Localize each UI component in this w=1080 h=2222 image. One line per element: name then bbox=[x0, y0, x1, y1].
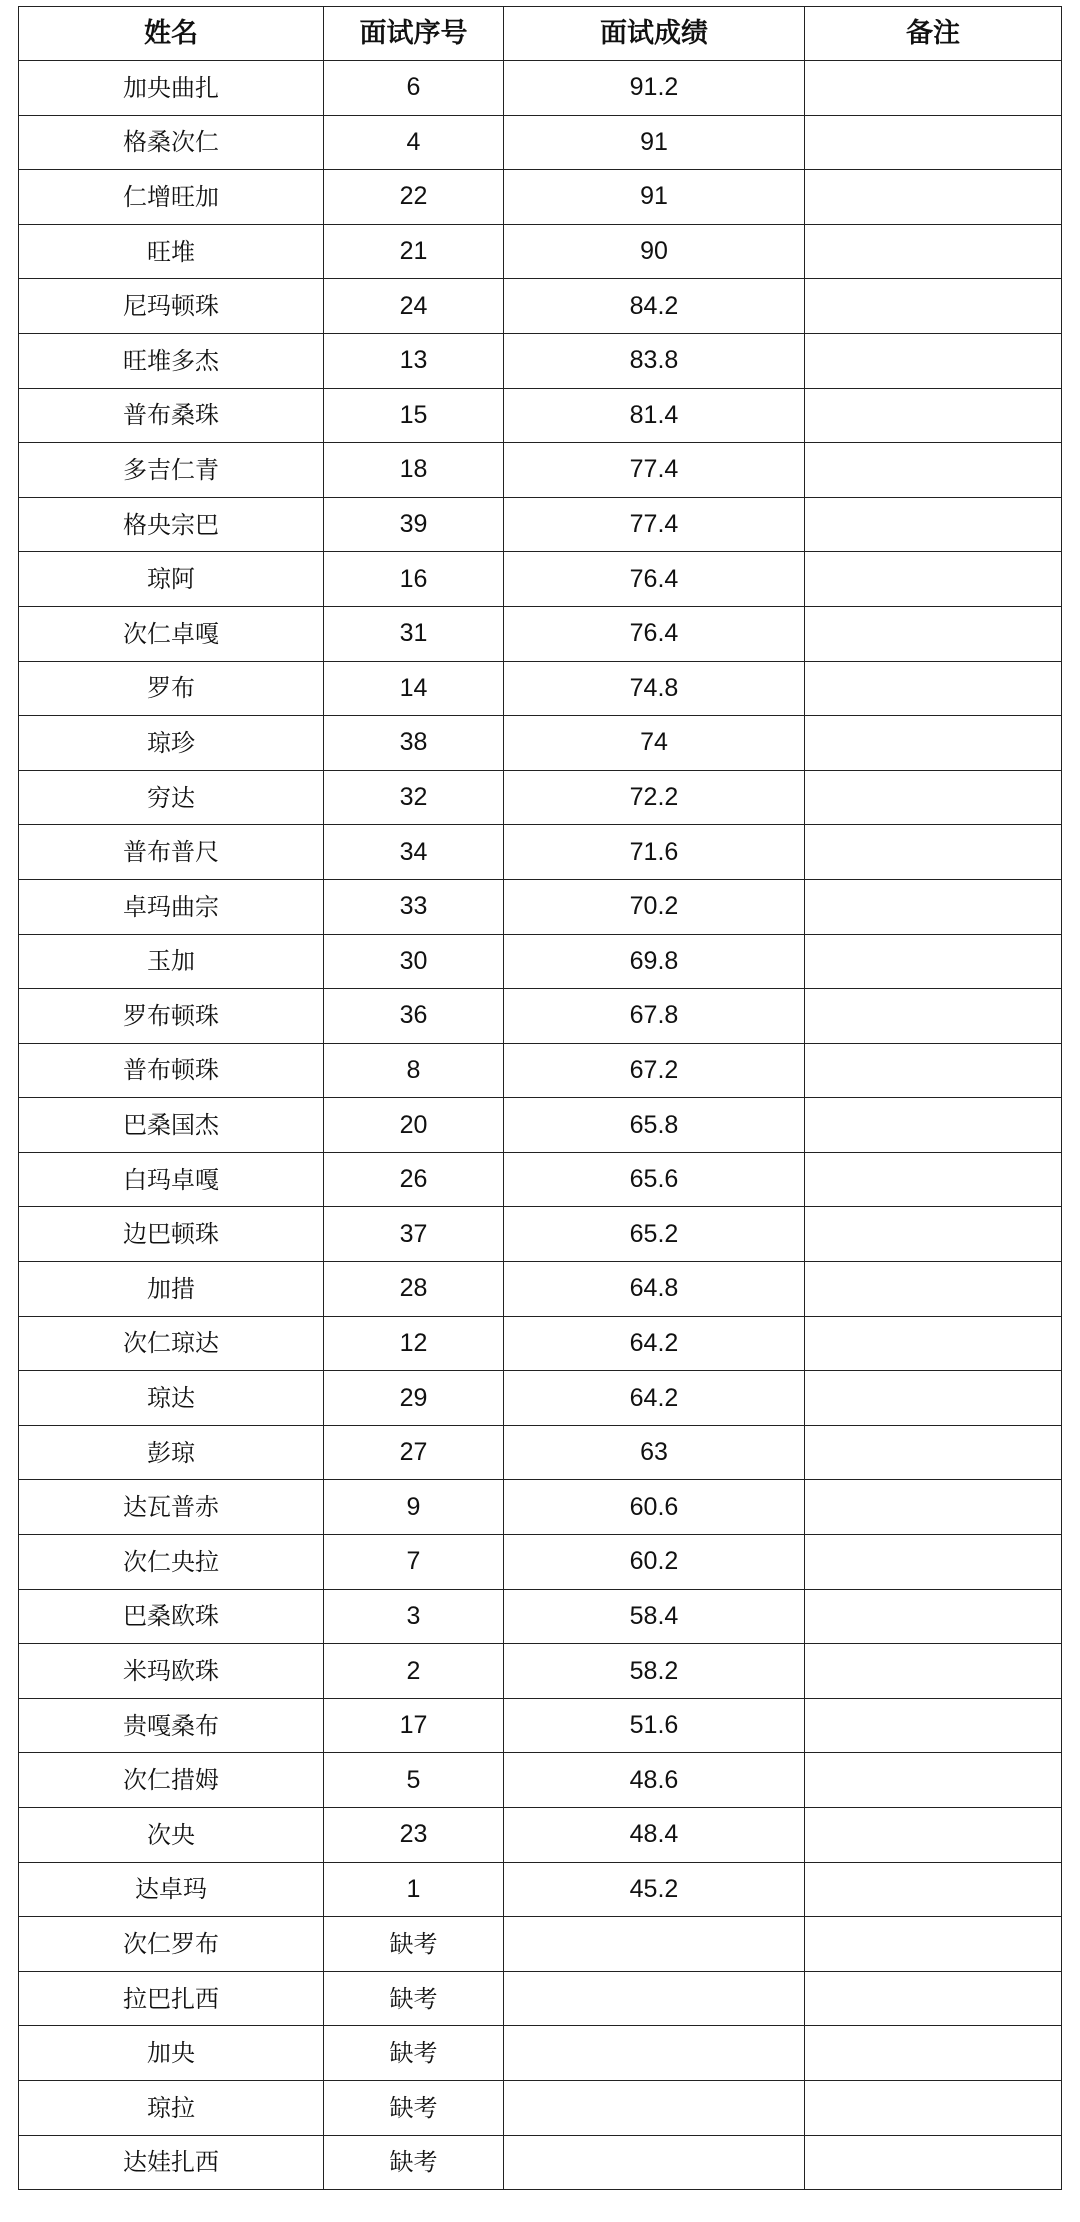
table-row bbox=[19, 115, 1062, 170]
cell-interview-seq: 1 bbox=[324, 1862, 504, 1917]
cell-remarks bbox=[805, 61, 1062, 116]
cell-remarks bbox=[805, 770, 1062, 825]
cell-name: 达卓玛 bbox=[19, 1862, 324, 1917]
score-sheet bbox=[18, 6, 1062, 2190]
cell-remarks bbox=[805, 333, 1062, 388]
cell-interview-score: 65.8 bbox=[504, 1098, 805, 1153]
header-remarks: 备注 bbox=[805, 7, 1062, 61]
cell-interview-score: 72.2 bbox=[504, 770, 805, 825]
cell-interview-seq: 21 bbox=[324, 224, 504, 279]
cell-interview-score: 76.4 bbox=[504, 552, 805, 607]
cell-remarks bbox=[805, 716, 1062, 771]
table-row bbox=[19, 934, 1062, 989]
cell-remarks bbox=[805, 279, 1062, 334]
table-row bbox=[19, 1644, 1062, 1699]
cell-interview-score: 81.4 bbox=[504, 388, 805, 443]
cell-remarks bbox=[805, 879, 1062, 934]
cell-remarks bbox=[805, 606, 1062, 661]
table-row bbox=[19, 606, 1062, 661]
cell-remarks bbox=[805, 1262, 1062, 1317]
table-row bbox=[19, 1425, 1062, 1480]
cell-interview-seq: 缺考 bbox=[324, 1917, 504, 1972]
cell-remarks bbox=[805, 1043, 1062, 1098]
cell-interview-seq: 缺考 bbox=[324, 2080, 504, 2135]
cell-name: 普布顿珠 bbox=[19, 1043, 324, 1098]
cell-interview-score: 74.8 bbox=[504, 661, 805, 716]
cell-remarks bbox=[805, 661, 1062, 716]
cell-remarks bbox=[805, 1862, 1062, 1917]
cell-interview-seq: 2 bbox=[324, 1644, 504, 1699]
cell-remarks bbox=[805, 497, 1062, 552]
cell-name: 达瓦普赤 bbox=[19, 1480, 324, 1535]
cell-interview-score bbox=[504, 1971, 805, 2026]
table-row bbox=[19, 716, 1062, 771]
cell-name: 次仁央拉 bbox=[19, 1535, 324, 1590]
cell-name: 琼珍 bbox=[19, 716, 324, 771]
cell-name: 琼拉 bbox=[19, 2080, 324, 2135]
cell-interview-score: 58.4 bbox=[504, 1589, 805, 1644]
cell-interview-score: 74 bbox=[504, 716, 805, 771]
cell-remarks bbox=[805, 2080, 1062, 2135]
table-row bbox=[19, 1262, 1062, 1317]
cell-remarks bbox=[805, 1316, 1062, 1371]
cell-interview-score bbox=[504, 2026, 805, 2081]
cell-name: 巴桑国杰 bbox=[19, 1098, 324, 1153]
cell-remarks bbox=[805, 1698, 1062, 1753]
cell-name: 普布桑珠 bbox=[19, 388, 324, 443]
table-row bbox=[19, 61, 1062, 116]
cell-interview-seq: 22 bbox=[324, 170, 504, 225]
cell-remarks bbox=[805, 1808, 1062, 1863]
cell-remarks bbox=[805, 1917, 1062, 1972]
cell-interview-seq: 26 bbox=[324, 1152, 504, 1207]
table-row bbox=[19, 552, 1062, 607]
cell-name: 格央宗巴 bbox=[19, 497, 324, 552]
cell-interview-score: 69.8 bbox=[504, 934, 805, 989]
cell-name: 次央 bbox=[19, 1808, 324, 1863]
table-row bbox=[19, 1316, 1062, 1371]
cell-remarks bbox=[805, 1971, 1062, 2026]
table-body bbox=[19, 61, 1062, 2190]
table-row bbox=[19, 1753, 1062, 1808]
cell-interview-seq: 39 bbox=[324, 497, 504, 552]
cell-interview-score bbox=[504, 2135, 805, 2190]
cell-name: 加央曲扎 bbox=[19, 61, 324, 116]
cell-interview-score: 60.2 bbox=[504, 1535, 805, 1590]
cell-name: 加央 bbox=[19, 2026, 324, 2081]
table-row bbox=[19, 1808, 1062, 1863]
cell-remarks bbox=[805, 1371, 1062, 1426]
table-row bbox=[19, 770, 1062, 825]
cell-remarks bbox=[805, 1152, 1062, 1207]
cell-remarks bbox=[805, 1480, 1062, 1535]
cell-interview-seq: 缺考 bbox=[324, 2135, 504, 2190]
cell-remarks bbox=[805, 1589, 1062, 1644]
cell-remarks bbox=[805, 1207, 1062, 1262]
cell-name: 罗布 bbox=[19, 661, 324, 716]
cell-name: 次仁措姆 bbox=[19, 1753, 324, 1808]
cell-interview-score: 71.6 bbox=[504, 825, 805, 880]
cell-remarks bbox=[805, 224, 1062, 279]
table-row bbox=[19, 1971, 1062, 2026]
cell-remarks bbox=[805, 170, 1062, 225]
table-row bbox=[19, 1098, 1062, 1153]
cell-interview-score: 70.2 bbox=[504, 879, 805, 934]
cell-remarks bbox=[805, 2026, 1062, 2081]
cell-remarks bbox=[805, 115, 1062, 170]
cell-name: 拉巴扎西 bbox=[19, 1971, 324, 2026]
cell-interview-score: 58.2 bbox=[504, 1644, 805, 1699]
table-row bbox=[19, 1589, 1062, 1644]
table-row bbox=[19, 825, 1062, 880]
cell-interview-score: 77.4 bbox=[504, 443, 805, 498]
cell-interview-seq: 18 bbox=[324, 443, 504, 498]
cell-interview-seq: 4 bbox=[324, 115, 504, 170]
cell-name: 次仁琼达 bbox=[19, 1316, 324, 1371]
table-row bbox=[19, 279, 1062, 334]
cell-name: 卓玛曲宗 bbox=[19, 879, 324, 934]
cell-interview-score bbox=[504, 1917, 805, 1972]
cell-interview-seq: 5 bbox=[324, 1753, 504, 1808]
cell-remarks bbox=[805, 1098, 1062, 1153]
cell-interview-score: 84.2 bbox=[504, 279, 805, 334]
cell-interview-score: 67.2 bbox=[504, 1043, 805, 1098]
cell-interview-seq: 缺考 bbox=[324, 2026, 504, 2081]
cell-remarks bbox=[805, 1535, 1062, 1590]
table-row bbox=[19, 1371, 1062, 1426]
table-row bbox=[19, 443, 1062, 498]
cell-interview-score: 77.4 bbox=[504, 497, 805, 552]
cell-interview-seq: 37 bbox=[324, 1207, 504, 1262]
cell-name: 玉加 bbox=[19, 934, 324, 989]
table-row bbox=[19, 1698, 1062, 1753]
table-row bbox=[19, 388, 1062, 443]
cell-interview-seq: 34 bbox=[324, 825, 504, 880]
cell-name: 次仁罗布 bbox=[19, 1917, 324, 1972]
cell-interview-seq: 17 bbox=[324, 1698, 504, 1753]
table-row bbox=[19, 1535, 1062, 1590]
table-row bbox=[19, 1207, 1062, 1262]
cell-name: 琼阿 bbox=[19, 552, 324, 607]
header-row bbox=[19, 7, 1062, 61]
table-row bbox=[19, 1152, 1062, 1207]
cell-interview-score: 48.4 bbox=[504, 1808, 805, 1863]
cell-interview-seq: 24 bbox=[324, 279, 504, 334]
cell-interview-seq: 23 bbox=[324, 1808, 504, 1863]
interview-score-table bbox=[18, 6, 1062, 2190]
table-row bbox=[19, 989, 1062, 1044]
cell-interview-seq: 13 bbox=[324, 333, 504, 388]
table-row bbox=[19, 1480, 1062, 1535]
table-row bbox=[19, 2080, 1062, 2135]
cell-interview-score: 51.6 bbox=[504, 1698, 805, 1753]
cell-name: 普布普尺 bbox=[19, 825, 324, 880]
cell-interview-seq: 16 bbox=[324, 552, 504, 607]
cell-remarks bbox=[805, 2135, 1062, 2190]
table-row bbox=[19, 1862, 1062, 1917]
cell-interview-score: 67.8 bbox=[504, 989, 805, 1044]
cell-name: 白玛卓嘎 bbox=[19, 1152, 324, 1207]
cell-interview-seq: 7 bbox=[324, 1535, 504, 1590]
cell-remarks bbox=[805, 1644, 1062, 1699]
cell-remarks bbox=[805, 934, 1062, 989]
cell-interview-score: 65.2 bbox=[504, 1207, 805, 1262]
cell-remarks bbox=[805, 1753, 1062, 1808]
table-row bbox=[19, 661, 1062, 716]
cell-name: 加措 bbox=[19, 1262, 324, 1317]
table-row bbox=[19, 170, 1062, 225]
cell-name: 巴桑欧珠 bbox=[19, 1589, 324, 1644]
header-interview-seq: 面试序号 bbox=[324, 7, 504, 61]
cell-name: 次仁卓嘎 bbox=[19, 606, 324, 661]
cell-interview-score: 45.2 bbox=[504, 1862, 805, 1917]
cell-interview-seq: 38 bbox=[324, 716, 504, 771]
cell-interview-seq: 27 bbox=[324, 1425, 504, 1480]
cell-name: 穷达 bbox=[19, 770, 324, 825]
cell-name: 彭琼 bbox=[19, 1425, 324, 1480]
cell-interview-score: 48.6 bbox=[504, 1753, 805, 1808]
header-name: 姓名 bbox=[19, 7, 324, 61]
cell-remarks bbox=[805, 552, 1062, 607]
cell-name: 旺堆多杰 bbox=[19, 333, 324, 388]
cell-interview-score: 83.8 bbox=[504, 333, 805, 388]
cell-interview-seq: 32 bbox=[324, 770, 504, 825]
cell-interview-score: 91 bbox=[504, 115, 805, 170]
cell-name: 贵嘎桑布 bbox=[19, 1698, 324, 1753]
cell-interview-score: 90 bbox=[504, 224, 805, 279]
cell-name: 格桑次仁 bbox=[19, 115, 324, 170]
cell-interview-seq: 30 bbox=[324, 934, 504, 989]
cell-interview-seq: 36 bbox=[324, 989, 504, 1044]
cell-name: 罗布顿珠 bbox=[19, 989, 324, 1044]
cell-name: 尼玛顿珠 bbox=[19, 279, 324, 334]
table-row bbox=[19, 879, 1062, 934]
cell-interview-seq: 6 bbox=[324, 61, 504, 116]
table-header bbox=[19, 7, 1062, 61]
cell-name: 旺堆 bbox=[19, 224, 324, 279]
cell-interview-seq: 缺考 bbox=[324, 1971, 504, 2026]
cell-interview-seq: 31 bbox=[324, 606, 504, 661]
cell-interview-score: 63 bbox=[504, 1425, 805, 1480]
cell-remarks bbox=[805, 443, 1062, 498]
cell-interview-seq: 33 bbox=[324, 879, 504, 934]
cell-name: 多吉仁青 bbox=[19, 443, 324, 498]
table-row bbox=[19, 333, 1062, 388]
table-row bbox=[19, 497, 1062, 552]
cell-name: 达娃扎西 bbox=[19, 2135, 324, 2190]
cell-interview-score: 91 bbox=[504, 170, 805, 225]
table-row bbox=[19, 2135, 1062, 2190]
table-row bbox=[19, 2026, 1062, 2081]
cell-interview-score: 91.2 bbox=[504, 61, 805, 116]
cell-name: 琼达 bbox=[19, 1371, 324, 1426]
cell-interview-score: 64.2 bbox=[504, 1371, 805, 1426]
cell-interview-score: 64.2 bbox=[504, 1316, 805, 1371]
cell-remarks bbox=[805, 989, 1062, 1044]
table-row bbox=[19, 1917, 1062, 1972]
cell-interview-seq: 8 bbox=[324, 1043, 504, 1098]
cell-interview-score: 64.8 bbox=[504, 1262, 805, 1317]
cell-interview-seq: 14 bbox=[324, 661, 504, 716]
cell-interview-score bbox=[504, 2080, 805, 2135]
cell-interview-seq: 20 bbox=[324, 1098, 504, 1153]
cell-interview-score: 60.6 bbox=[504, 1480, 805, 1535]
cell-interview-seq: 28 bbox=[324, 1262, 504, 1317]
cell-remarks bbox=[805, 825, 1062, 880]
cell-interview-seq: 9 bbox=[324, 1480, 504, 1535]
cell-name: 仁增旺加 bbox=[19, 170, 324, 225]
cell-name: 边巴顿珠 bbox=[19, 1207, 324, 1262]
cell-interview-seq: 15 bbox=[324, 388, 504, 443]
cell-interview-seq: 29 bbox=[324, 1371, 504, 1426]
cell-name: 米玛欧珠 bbox=[19, 1644, 324, 1699]
table-row bbox=[19, 224, 1062, 279]
header-interview-score: 面试成绩 bbox=[504, 7, 805, 61]
table-row bbox=[19, 1043, 1062, 1098]
cell-interview-seq: 3 bbox=[324, 1589, 504, 1644]
cell-remarks bbox=[805, 1425, 1062, 1480]
cell-interview-score: 76.4 bbox=[504, 606, 805, 661]
cell-remarks bbox=[805, 388, 1062, 443]
cell-interview-seq: 12 bbox=[324, 1316, 504, 1371]
cell-interview-score: 65.6 bbox=[504, 1152, 805, 1207]
